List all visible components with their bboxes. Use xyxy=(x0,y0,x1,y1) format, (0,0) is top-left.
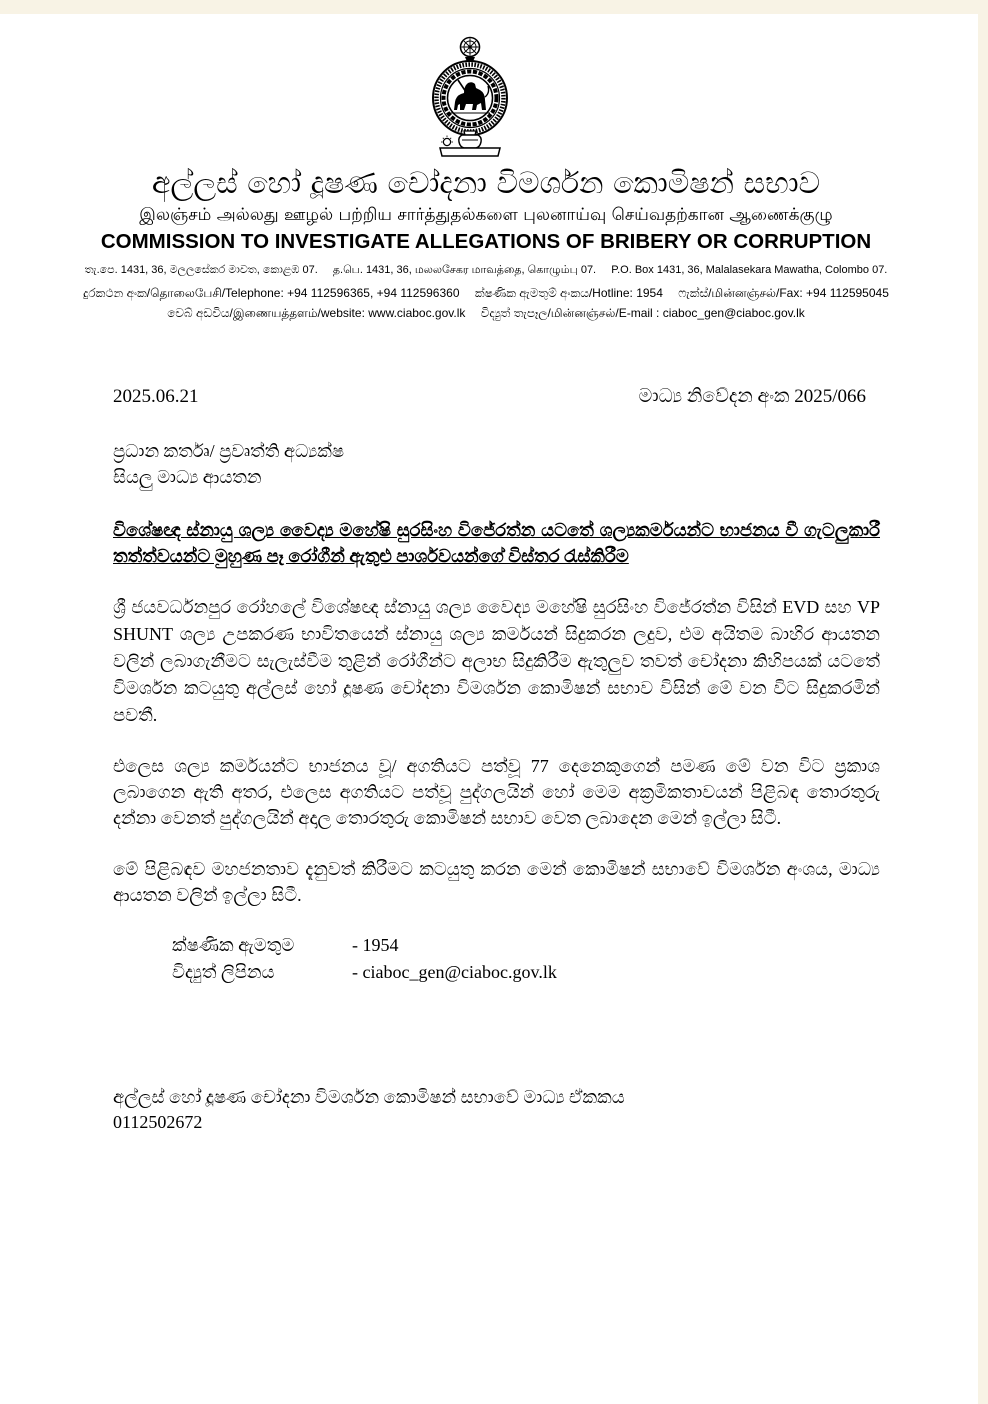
address-english: P.O. Box 1431, 36, Malalasekara Mawatha, Colombo 07. xyxy=(611,264,888,276)
body-paragraph-1: ශ්‍රී ජයවර්ධනපුර රෝහලේ විශේෂඥ ස්නායු ශල්‍ය වෛද්‍ය මහේෂි සුරසිංහ විජේරත්න විසින් EVD සහ VP SHUNT ශල්‍ය උපකරණ භාවිතයෙන් ස්නායු ශල්‍ය කර්මයන් සිදුකරන ලදුව, එම අයිතම බාහිර ආයතන වලින් ලබාගැනීමට සැලැස්වීම තුළින් රෝගීන්ට අලාභ සිදුකිරීම ඇතුලුව තවත් චෝදනා කිහිපයක් යටතේ විමර්ශන කටයුතු අල්ලස් හෝ දූෂණ චෝදනා විමර්ශන කොමිෂන් සභාව විසින් මේ වන විට සිදුකරමින් පවතී. xyxy=(113,597,880,725)
signature-block xyxy=(113,1085,880,1135)
addressees xyxy=(113,438,880,490)
commission-title-english: COMMISSION TO INVESTIGATE ALLEGATIONS OF BRIBERY OR CORRUPTION xyxy=(100,230,872,253)
media-unit-name: අල්ලස් හෝ දූෂණ චෝදනා විමර්ශන කොමිෂන් සභාවේ මාධ්‍ය ඒකකය xyxy=(113,1087,625,1107)
fax-number: ෆැක්ස්/மின்னஞ்சல்/Fax: +94 112595045 xyxy=(678,286,889,300)
contact-value: - ciaboc_gen@ciaboc.gov.lk xyxy=(352,962,557,982)
page-margin-right xyxy=(978,0,988,1404)
addressee-line: සියලු මාධ්‍ය ආයතන xyxy=(113,467,262,487)
release-reference-number: මාධ්‍ය නිවේදන අංක 2025/066 xyxy=(638,386,866,407)
contact-label: විද්‍යුත් ලිපිනය xyxy=(172,962,275,982)
emblem-base xyxy=(440,148,500,156)
contact-value: - 1954 xyxy=(352,935,399,955)
website-address: වෙබ් අඩවිය/இணையத்தளம்/website: www.ciaboc.gov.lk xyxy=(167,306,466,320)
media-unit-phone: 0112502672 xyxy=(113,1112,203,1132)
address-tamil: த.பெ. 1431, 36, மலலசேகர மாவத்தை, கொழும்பு 07. xyxy=(332,264,597,276)
date-reference-row xyxy=(113,385,880,409)
address-sinhala: තැ.පෙ. 1431, 36, මලලසේකර මාවත, කොළඹ 07. xyxy=(84,264,318,276)
addressee-line: ප්‍රධාන කර්තෘ/ ප්‍රවෘත්ති අධ්‍යක්ෂ xyxy=(113,441,345,461)
dharma-chakra-icon xyxy=(461,38,480,62)
contact-row-email xyxy=(172,959,880,986)
contact-label: ක්ෂණික ඇමතුම xyxy=(172,935,295,955)
body-paragraph-2: එලෙස ශල්‍ය කර්මයන්ට භාජනය වූ/ අගතියට පත්වූ 77 දෙනෙකුගෙන් පමණ මේ වන විට ප්‍රකාශ ලබාගෙන ඇති අතර, එලෙස අගතියට පත්වූ පුද්ගලයින් හෝ මෙම අක්‍රමිකතාවයන් පිළිබඳ තොරතුරු දන්නා වෙනත් පුද්ගලයින් අදාල තොරතුරු කොමිෂන් සභාව වෙත ලබාදෙන මෙන් ඉල්ලා සිටී. xyxy=(113,756,880,828)
commission-title-tamil: இலஞ்சம் அல்லது ஊழல் பற்றிய சார்த்துதல்களை புலனாய்வு செய்வதற்கான ஆணைக்குழு xyxy=(139,205,833,225)
body-paragraph-3: මේ පිළිබඳව මහජනතාව දැනුවත් කිරීමට කටයුතු කරන මෙන් කොමිෂන් සභාවේ විමර්ශන අංශය, මාධ්‍ය ආයතන වලින් ඉල්ලා සිටී. xyxy=(113,859,880,905)
contact-row-hotline xyxy=(172,932,880,959)
phone-line xyxy=(30,285,942,301)
release-date: 2025.06.21 xyxy=(113,386,199,407)
letterhead xyxy=(30,166,942,321)
hotline-number: ක්ෂණික ඇමතුම් අංකය/Hotline: 1954 xyxy=(474,286,663,300)
address-line xyxy=(30,262,942,278)
web-line xyxy=(30,305,942,321)
commission-title-sinhala: අල්ලස් හෝ දූෂණ චෝදනා විමර්ශන කොමිෂන් සභාව xyxy=(151,166,821,201)
sun-icon xyxy=(441,136,453,146)
contact-details xyxy=(172,932,880,986)
release-heading: විශේෂඥ ස්නායු ශල්‍ය වෛද්‍ය මහේෂි සුරසිංහ විජේරත්න යටතේ ශල්‍යකර්මයන්ට භාජනය වී ගැටලුකාරී තත්ත්වයන්ට මුහුණ පෑ රෝගීන් ඇතුළු පාර්ශවයන්ගේ විස්තර රැස්කිරීම xyxy=(113,520,880,566)
press-release-body xyxy=(113,385,880,1135)
email-address: විද්‍යුත් තැපෑල/மின்னஞ்சல்/E-mail : ciaboc_gen@ciaboc.gov.lk xyxy=(480,306,805,320)
sri-lanka-emblem-icon xyxy=(428,36,512,158)
moon-icon xyxy=(490,138,495,147)
telephone-numbers: දුරකථන අංක/தொலைபேசி/Telephone: +94 112596365, +94 112596360 xyxy=(83,286,460,300)
